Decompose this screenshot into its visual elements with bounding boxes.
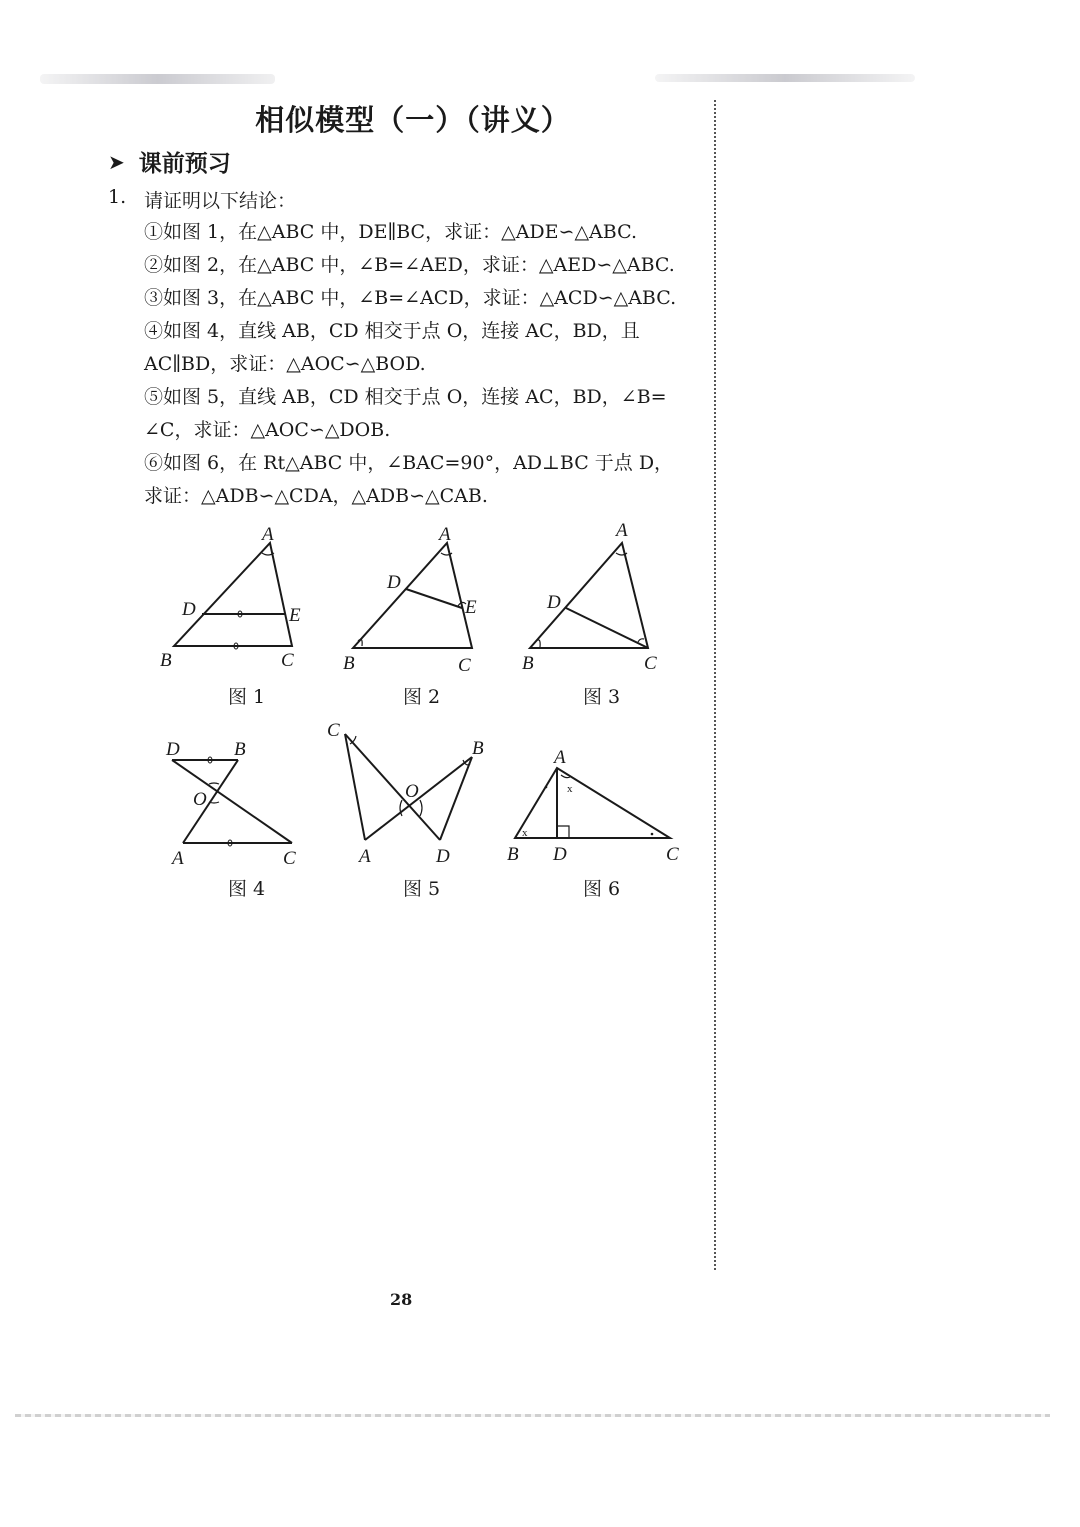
fig3-label-a: A [616, 520, 628, 541]
fig6-label-a: A [554, 747, 566, 768]
statement-line: ①如图 1，在△ABC 中，DE∥BC，求证：△ADE∽△ABC. [144, 221, 637, 243]
statement-line: ④如图 4，直线 AB，CD 相交于点 O，连接 AC，BD，且 [144, 320, 640, 342]
fig4-label-a: A [172, 848, 184, 869]
figure-caption: 图 2 [403, 686, 441, 708]
fig1-label-d: D [182, 599, 196, 620]
fig5-label-c: C [327, 720, 340, 741]
fig2-label-c: C [458, 655, 471, 676]
fig2-label-a: A [439, 524, 451, 545]
fig1-label-e: E [289, 605, 301, 626]
fig5-label-d: D [436, 846, 450, 867]
fig5-label-b: B [472, 738, 484, 759]
question-number: 1. [108, 186, 127, 208]
scan-artifact-bottom [15, 1414, 1050, 1417]
page-title: 相似模型（一）（讲义） [255, 103, 571, 137]
fig1-label-a: A [262, 524, 274, 545]
figure-2-diagram [353, 543, 472, 648]
svg-text:x: x [567, 783, 573, 795]
figure-caption: 图 4 [228, 878, 266, 900]
fig6-label-c: C [666, 844, 679, 865]
fig6-label-d: D [553, 844, 567, 865]
fig2-label-b: B [343, 653, 355, 674]
statement-line: ②如图 2，在△ABC 中，∠B=∠AED，求证：△AED∽△ABC. [144, 254, 675, 276]
fig2-label-d: D [387, 572, 401, 593]
fig4-label-c: C [283, 848, 296, 869]
figure-caption: 图 1 [228, 686, 266, 708]
statement-line: 求证：△ADB∽△CDA，△ADB∽△CAB. [144, 485, 488, 507]
fig6-label-b: B [507, 844, 519, 865]
fig2-label-e: E [465, 597, 477, 618]
figure-4-diagram [172, 757, 292, 846]
statement-line: ⑥如图 6，在 Rt△ABC 中，∠BAC=90°，AD⊥BC 于点 D， [144, 452, 674, 474]
page-number: 28 [390, 1290, 413, 1309]
statement-line: ∠C，求证：△AOC∽△DOB. [144, 419, 391, 441]
fig3-label-b: B [522, 653, 534, 674]
fig3-label-d: D [547, 592, 561, 613]
fig5-label-a: A [359, 846, 371, 867]
fig3-label-c: C [644, 653, 657, 674]
statement-line: ⑤如图 5，直线 AB，CD 相交于点 O，连接 AC，BD，∠B= [144, 386, 667, 408]
fig1-label-c: C [281, 650, 294, 671]
figure-caption: 图 5 [403, 878, 441, 900]
question-intro: 请证明以下结论： [144, 190, 297, 212]
arrow-bullet-icon: ➤ [108, 149, 125, 174]
figure-caption: 图 6 [583, 878, 621, 900]
section-label: 课前预习 [138, 151, 231, 177]
figure-6-diagram [515, 768, 670, 839]
fig5-label-o: O [405, 781, 419, 802]
fig4-label-b: B [234, 739, 246, 760]
svg-text:x: x [522, 827, 528, 839]
fig1-label-b: B [160, 650, 172, 671]
figure-caption: 图 3 [583, 686, 621, 708]
fig4-label-d: D [166, 739, 180, 760]
fig4-label-o: O [193, 789, 207, 810]
statement-line: AC∥BD，求证：△AOC∽△BOD. [144, 353, 426, 375]
figure-1-diagram [174, 543, 292, 649]
statement-line: ③如图 3，在△ABC 中，∠B=∠ACD，求证：△ACD∽△ABC. [144, 287, 677, 309]
